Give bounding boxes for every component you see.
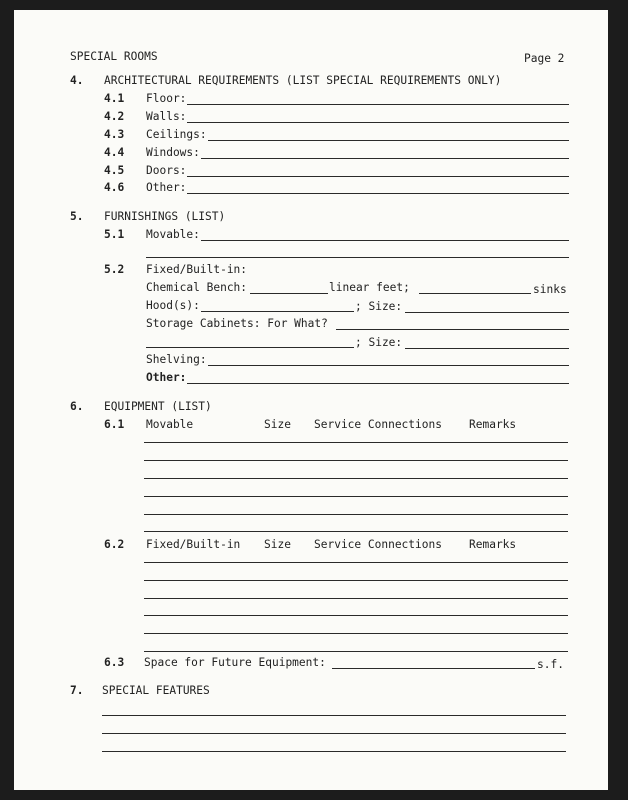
page-title: SPECIAL ROOMS <box>70 50 158 63</box>
floor-field[interactable] <box>187 104 569 105</box>
item-4-5-number: 4.5 <box>104 164 125 177</box>
hoods-field[interactable] <box>201 311 354 312</box>
furnishings-fixed-label: Fixed/Built-in: <box>146 263 248 276</box>
hoods-size-field[interactable] <box>405 312 569 313</box>
special-features-field[interactable] <box>102 733 566 734</box>
storage-cabinets-field[interactable] <box>146 347 354 348</box>
walls-label: Walls: <box>146 110 187 123</box>
movable-equipment-row[interactable] <box>144 442 568 443</box>
windows-field[interactable] <box>201 158 569 159</box>
linear-feet-field[interactable] <box>250 293 328 294</box>
furnishings-movable-field-2[interactable] <box>146 257 569 258</box>
fixed-service-header: Service Connections <box>314 538 442 551</box>
item-4-2-number: 4.2 <box>104 110 125 123</box>
special-features-field[interactable] <box>102 751 566 752</box>
windows-label: Windows: <box>146 146 200 159</box>
section-7-title: SPECIAL FEATURES <box>102 684 210 697</box>
fixed-remarks-header: Remarks <box>469 538 517 551</box>
fixed-other-label: Other: <box>146 371 187 384</box>
section-6-number: 6. <box>70 400 84 413</box>
doors-field[interactable] <box>187 176 569 177</box>
fixed-equipment-row[interactable] <box>144 562 568 563</box>
form-page <box>14 10 608 790</box>
item-4-6-number: 4.6 <box>104 181 125 194</box>
special-features-field[interactable] <box>102 715 566 716</box>
other-label: Other: <box>146 181 187 194</box>
item-6-1-number: 6.1 <box>104 418 125 431</box>
fixed-other-field[interactable] <box>187 383 569 384</box>
hoods-label: Hood(s): <box>146 299 200 312</box>
section-6-title: EQUIPMENT (LIST) <box>104 400 212 413</box>
item-6-3-number: 6.3 <box>104 656 125 669</box>
page-number: Page 2 <box>524 52 565 65</box>
fixed-equipment-row[interactable] <box>144 615 568 616</box>
item-4-3-number: 4.3 <box>104 128 125 141</box>
furnishings-movable-label: Movable: <box>146 228 200 241</box>
movable-equipment-row[interactable] <box>144 478 568 479</box>
other-field[interactable] <box>187 193 569 194</box>
item-6-2-number: 6.2 <box>104 538 125 551</box>
fixed-equipment-row[interactable] <box>144 598 568 599</box>
equipment-fixed-label: Fixed/Built-in <box>146 538 241 551</box>
linear-feet-label: linear feet; <box>329 281 410 294</box>
item-4-1-number: 4.1 <box>104 92 125 105</box>
shelving-label: Shelving: <box>146 353 207 366</box>
movable-remarks-header: Remarks <box>469 418 517 431</box>
fixed-equipment-row[interactable] <box>144 580 568 581</box>
section-5-title: FURNISHINGS (LIST) <box>104 210 226 223</box>
hoods-size-label: ; Size: <box>355 300 403 313</box>
square-feet-unit: s.f. <box>537 658 564 671</box>
fixed-equipment-row[interactable] <box>144 651 568 652</box>
storage-purpose-field[interactable] <box>336 329 569 330</box>
doors-label: Doors: <box>146 164 187 177</box>
item-5-1-number: 5.1 <box>104 228 125 241</box>
storage-size-label: ; Size: <box>355 336 403 349</box>
storage-size-field[interactable] <box>405 348 569 349</box>
fixed-equipment-row[interactable] <box>144 633 568 634</box>
movable-size-header: Size <box>264 418 291 431</box>
movable-equipment-row[interactable] <box>144 531 568 532</box>
future-equipment-field[interactable] <box>332 668 535 669</box>
future-equipment-label: Space for Future Equipment: <box>144 656 326 669</box>
shelving-field[interactable] <box>208 365 569 366</box>
movable-equipment-row[interactable] <box>144 460 568 461</box>
item-5-2-number: 5.2 <box>104 263 125 276</box>
section-4-title: ARCHITECTURAL REQUIREMENTS (LIST SPECIAL REQUIREMENTS ONLY) <box>104 74 502 87</box>
movable-service-header: Service Connections <box>314 418 442 431</box>
movable-equipment-row[interactable] <box>144 514 568 515</box>
walls-field[interactable] <box>187 122 569 123</box>
chemical-bench-label: Chemical Bench: <box>146 281 248 294</box>
fixed-size-header: Size <box>264 538 291 551</box>
furnishings-movable-field[interactable] <box>201 240 569 241</box>
ceilings-field[interactable] <box>208 140 569 141</box>
sinks-label: sinks <box>533 283 567 296</box>
movable-equipment-row[interactable] <box>144 496 568 497</box>
section-7-number: 7. <box>70 684 84 697</box>
storage-cabinets-label: Storage Cabinets: For What? <box>146 317 328 330</box>
equipment-movable-label: Movable <box>146 418 194 431</box>
item-4-4-number: 4.4 <box>104 146 125 159</box>
sinks-field[interactable] <box>419 293 531 294</box>
floor-label: Floor: <box>146 92 187 105</box>
ceilings-label: Ceilings: <box>146 128 207 141</box>
section-4-number: 4. <box>70 74 84 87</box>
section-5-number: 5. <box>70 210 84 223</box>
